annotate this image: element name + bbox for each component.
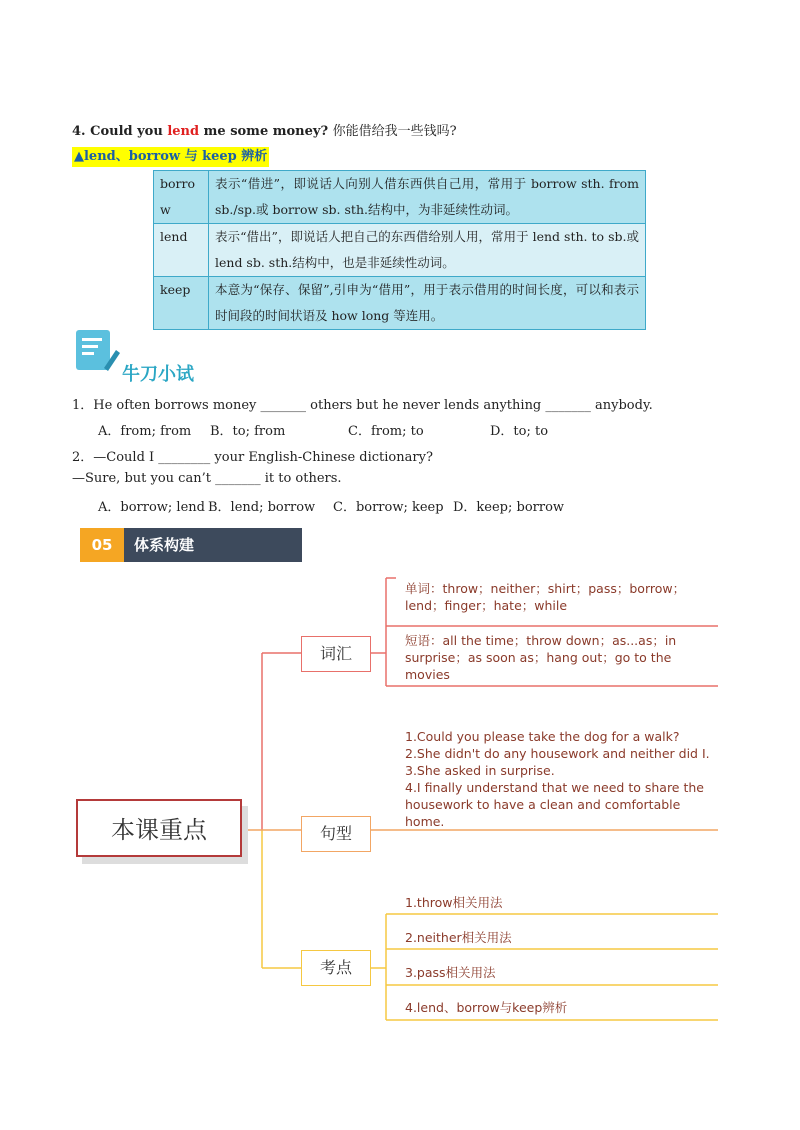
list-item: 2.She didn't do any housework and neither did I. xyxy=(405,746,710,761)
comparison-title: ▲lend、borrow 与 keep 辨析 xyxy=(72,147,269,167)
exam-point: 2.neither相关用法 xyxy=(405,930,512,945)
description-cell: 表示“借进”，即说话人向别人借东西供自己用，常用于 borrow sth. from sb./sp.或 borrow sb. sth.结构中，为非延续性动词。 xyxy=(209,171,646,224)
exam-point: 3.pass相关用法 xyxy=(405,965,496,980)
sentence-list xyxy=(405,728,720,830)
option-c: C．from; to xyxy=(348,424,424,439)
description-cell: 本意为“保存、保留”,引申为“借用”，用于表示借用的时间长度，可以和表示时间段的时间状语及 how long 等连用。 xyxy=(209,277,646,330)
word-cell: keep xyxy=(154,277,209,330)
exercise-2: 2．—Could I ________ your English-Chinese dictionary? xyxy=(72,450,433,465)
option-d: D．to; to xyxy=(490,424,549,439)
word-cell: borrow xyxy=(154,171,209,224)
question-text-post: me some money? xyxy=(203,124,329,139)
node-sentences: 句型 xyxy=(301,816,371,852)
option-d: D．keep; borrow xyxy=(453,500,565,515)
section-number: 05 xyxy=(80,528,124,562)
node-exam-points: 考点 xyxy=(301,950,371,986)
mindmap-root: 本课重点 xyxy=(76,799,242,857)
vocab-phrases: 短语：all the time；throw down；as...as；in surprise；as soon as；hang out；go to the movies xyxy=(405,633,677,682)
option-a: A．borrow; lend xyxy=(98,500,205,515)
list-item: 4.I finally understand that we need to share the housework to have a clean and comfortable home. xyxy=(405,780,704,829)
list-item: 1.Could you please take the dog for a walk? xyxy=(405,729,680,744)
node-vocabulary: 词汇 xyxy=(301,636,371,672)
vocab-words: 单词：throw；neither；shirt；pass；borrow；lend；finger；hate；while xyxy=(405,581,686,613)
section-label: 体系构建 xyxy=(124,528,302,562)
exam-point: 4.lend、borrow与keep辨析 xyxy=(405,1000,568,1015)
description-cell: 表示“借出”，即说话人把自己的东西借给别人用，常用于 lend sth. to sb.或 lend sb. sth.结构中，也是非延续性动词。 xyxy=(209,224,646,277)
exercise-1: 1．He often borrows money _______ others but he never lends anything _______ anybody. xyxy=(72,398,653,413)
exercise-2-line2: —Sure, but you can’t _______ it to others. xyxy=(72,471,342,486)
question-translation: 你能借给我一些钱吗? xyxy=(332,124,457,139)
keyword-lend: lend xyxy=(167,124,200,139)
question-number: 4. xyxy=(72,124,86,139)
exam-point: 1.throw相关用法 xyxy=(405,895,503,910)
option-b: B．lend; borrow xyxy=(208,500,316,515)
question-text-pre: Could you xyxy=(90,124,163,139)
option-b: B．to; from xyxy=(210,424,286,439)
option-a: A．from; from xyxy=(98,424,192,439)
practice-title: 牛刀小试 xyxy=(122,364,194,385)
word-cell: lend xyxy=(154,224,209,277)
option-c: C．borrow; keep xyxy=(333,500,444,515)
list-item: 3.She asked in surprise. xyxy=(405,763,555,778)
